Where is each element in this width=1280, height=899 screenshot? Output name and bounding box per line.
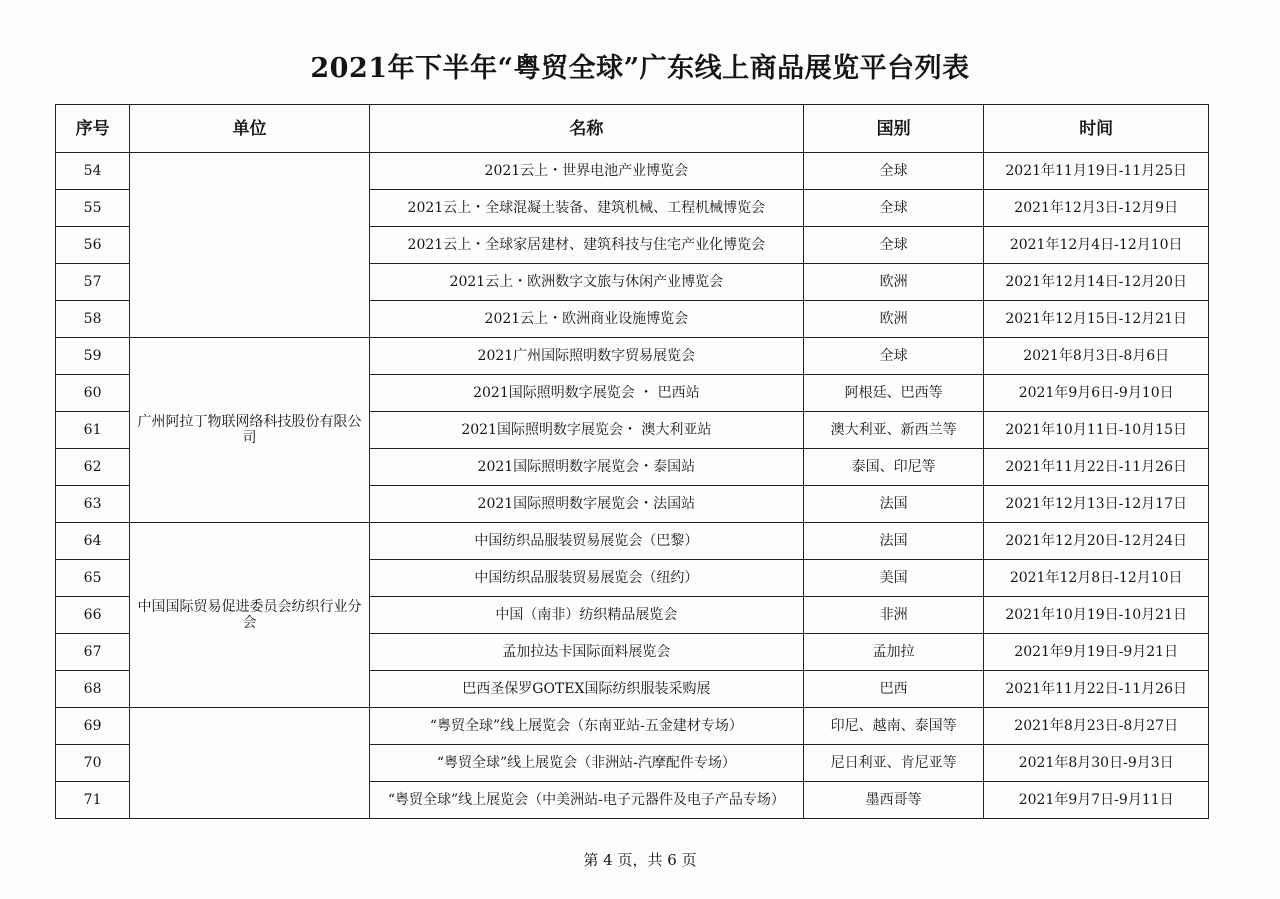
row-index: 61 (56, 412, 130, 449)
time-cell: 2021年9月7日-9月11日 (984, 782, 1209, 819)
row-index: 56 (56, 227, 130, 264)
row-index: 63 (56, 486, 130, 523)
country-cell: 法国 (803, 486, 983, 523)
exhibition-name: 孟加拉达卡国际面料展览会 (369, 634, 803, 671)
time-cell: 2021年12月8日-12月10日 (984, 560, 1209, 597)
row-index: 71 (56, 782, 130, 819)
country-cell: 全球 (803, 190, 983, 227)
country-cell: 美国 (803, 560, 983, 597)
country-cell: 全球 (803, 153, 983, 190)
row-index: 70 (56, 745, 130, 782)
row-index: 60 (56, 375, 130, 412)
country-cell: 印尼、越南、泰国等 (803, 708, 983, 745)
exhibition-name: 2021国际照明数字展览会・ 澳大利亚站 (369, 412, 803, 449)
time-cell: 2021年8月3日-8月6日 (984, 338, 1209, 375)
country-cell: 孟加拉 (803, 634, 983, 671)
exhibition-name: 巴西圣保罗GOTEX国际纺织服装采购展 (369, 671, 803, 708)
time-cell: 2021年11月22日-11月26日 (984, 671, 1209, 708)
exhibition-table (55, 104, 1209, 819)
row-index: 59 (56, 338, 130, 375)
country-cell: 阿根廷、巴西等 (803, 375, 983, 412)
table-row (56, 153, 1209, 190)
exhibition-name: 中国纺织品服装贸易展览会（巴黎） (369, 523, 803, 560)
exhibition-name: 2021国际照明数字展览会・法国站 (369, 486, 803, 523)
country-cell: 尼日利亚、肯尼亚等 (803, 745, 983, 782)
country-cell: 全球 (803, 338, 983, 375)
exhibition-name: 2021国际照明数字展览会・泰国站 (369, 449, 803, 486)
header-time: 时间 (984, 105, 1209, 153)
exhibition-name: “粤贸全球”线上展览会（非洲站-汽摩配件专场） (369, 745, 803, 782)
unit-cell: 中国国际贸易促进委员会纺织行业分会 (130, 523, 370, 708)
time-cell: 2021年9月19日-9月21日 (984, 634, 1209, 671)
exhibition-name: 2021云上・全球家居建材、建筑科技与住宅产业化博览会 (369, 227, 803, 264)
country-cell: 欧洲 (803, 264, 983, 301)
time-cell: 2021年10月19日-10月21日 (984, 597, 1209, 634)
unit-cell (130, 708, 370, 819)
unit-cell: 广州阿拉丁物联网络科技股份有限公司 (130, 338, 370, 523)
page-title: 2021年下半年“粤贸全球”广东线上商品展览平台列表 (310, 53, 970, 84)
country-cell: 法国 (803, 523, 983, 560)
exhibition-name: 2021云上・世界电池产业博览会 (369, 153, 803, 190)
time-cell: 2021年11月22日-11月26日 (984, 449, 1209, 486)
table-header-row (56, 105, 1209, 153)
time-cell: 2021年12月4日-12月10日 (984, 227, 1209, 264)
country-cell: 澳大利亚、新西兰等 (803, 412, 983, 449)
page-footer: 第 4 页，共 6 页 (583, 851, 697, 869)
exhibition-name: 中国（南非）纺织精品展览会 (369, 597, 803, 634)
table-row (56, 338, 1209, 375)
row-index: 68 (56, 671, 130, 708)
country-cell: 泰国、印尼等 (803, 449, 983, 486)
exhibition-name: 2021云上・欧洲数字文旅与休闲产业博览会 (369, 264, 803, 301)
time-cell: 2021年10月11日-10月15日 (984, 412, 1209, 449)
country-cell: 非洲 (803, 597, 983, 634)
row-index: 69 (56, 708, 130, 745)
time-cell: 2021年12月15日-12月21日 (984, 301, 1209, 338)
table-row (56, 523, 1209, 560)
time-cell: 2021年11月19日-11月25日 (984, 153, 1209, 190)
time-cell: 2021年9月6日-9月10日 (984, 375, 1209, 412)
time-cell: 2021年12月14日-12月20日 (984, 264, 1209, 301)
header-idx: 序号 (56, 105, 130, 153)
time-cell: 2021年12月20日-12月24日 (984, 523, 1209, 560)
exhibition-name: 中国纺织品服装贸易展览会（纽约） (369, 560, 803, 597)
time-cell: 2021年12月13日-12月17日 (984, 486, 1209, 523)
exhibition-name: “粤贸全球”线上展览会（中美洲站-电子元器件及电子产品专场） (369, 782, 803, 819)
exhibition-name: 2021广州国际照明数字贸易展览会 (369, 338, 803, 375)
time-cell: 2021年8月30日-9月3日 (984, 745, 1209, 782)
row-index: 58 (56, 301, 130, 338)
row-index: 67 (56, 634, 130, 671)
time-cell: 2021年12月3日-12月9日 (984, 190, 1209, 227)
table-body (56, 153, 1209, 819)
row-index: 65 (56, 560, 130, 597)
unit-cell (130, 153, 370, 338)
table-row (56, 708, 1209, 745)
exhibition-name: 2021云上・欧洲商业设施博览会 (369, 301, 803, 338)
row-index: 55 (56, 190, 130, 227)
header-name: 名称 (369, 105, 803, 153)
row-index: 62 (56, 449, 130, 486)
country-cell: 巴西 (803, 671, 983, 708)
row-index: 64 (56, 523, 130, 560)
row-index: 54 (56, 153, 130, 190)
country-cell: 欧洲 (803, 301, 983, 338)
row-index: 57 (56, 264, 130, 301)
exhibition-name: “粤贸全球”线上展览会（东南亚站-五金建材专场） (369, 708, 803, 745)
country-cell: 墨西哥等 (803, 782, 983, 819)
row-index: 66 (56, 597, 130, 634)
exhibition-name: 2021国际照明数字展览会 ・ 巴西站 (369, 375, 803, 412)
exhibition-name: 2021云上・全球混凝土装备、建筑机械、工程机械博览会 (369, 190, 803, 227)
country-cell: 全球 (803, 227, 983, 264)
time-cell: 2021年8月23日-8月27日 (984, 708, 1209, 745)
header-unit: 单位 (130, 105, 370, 153)
header-country: 国别 (803, 105, 983, 153)
